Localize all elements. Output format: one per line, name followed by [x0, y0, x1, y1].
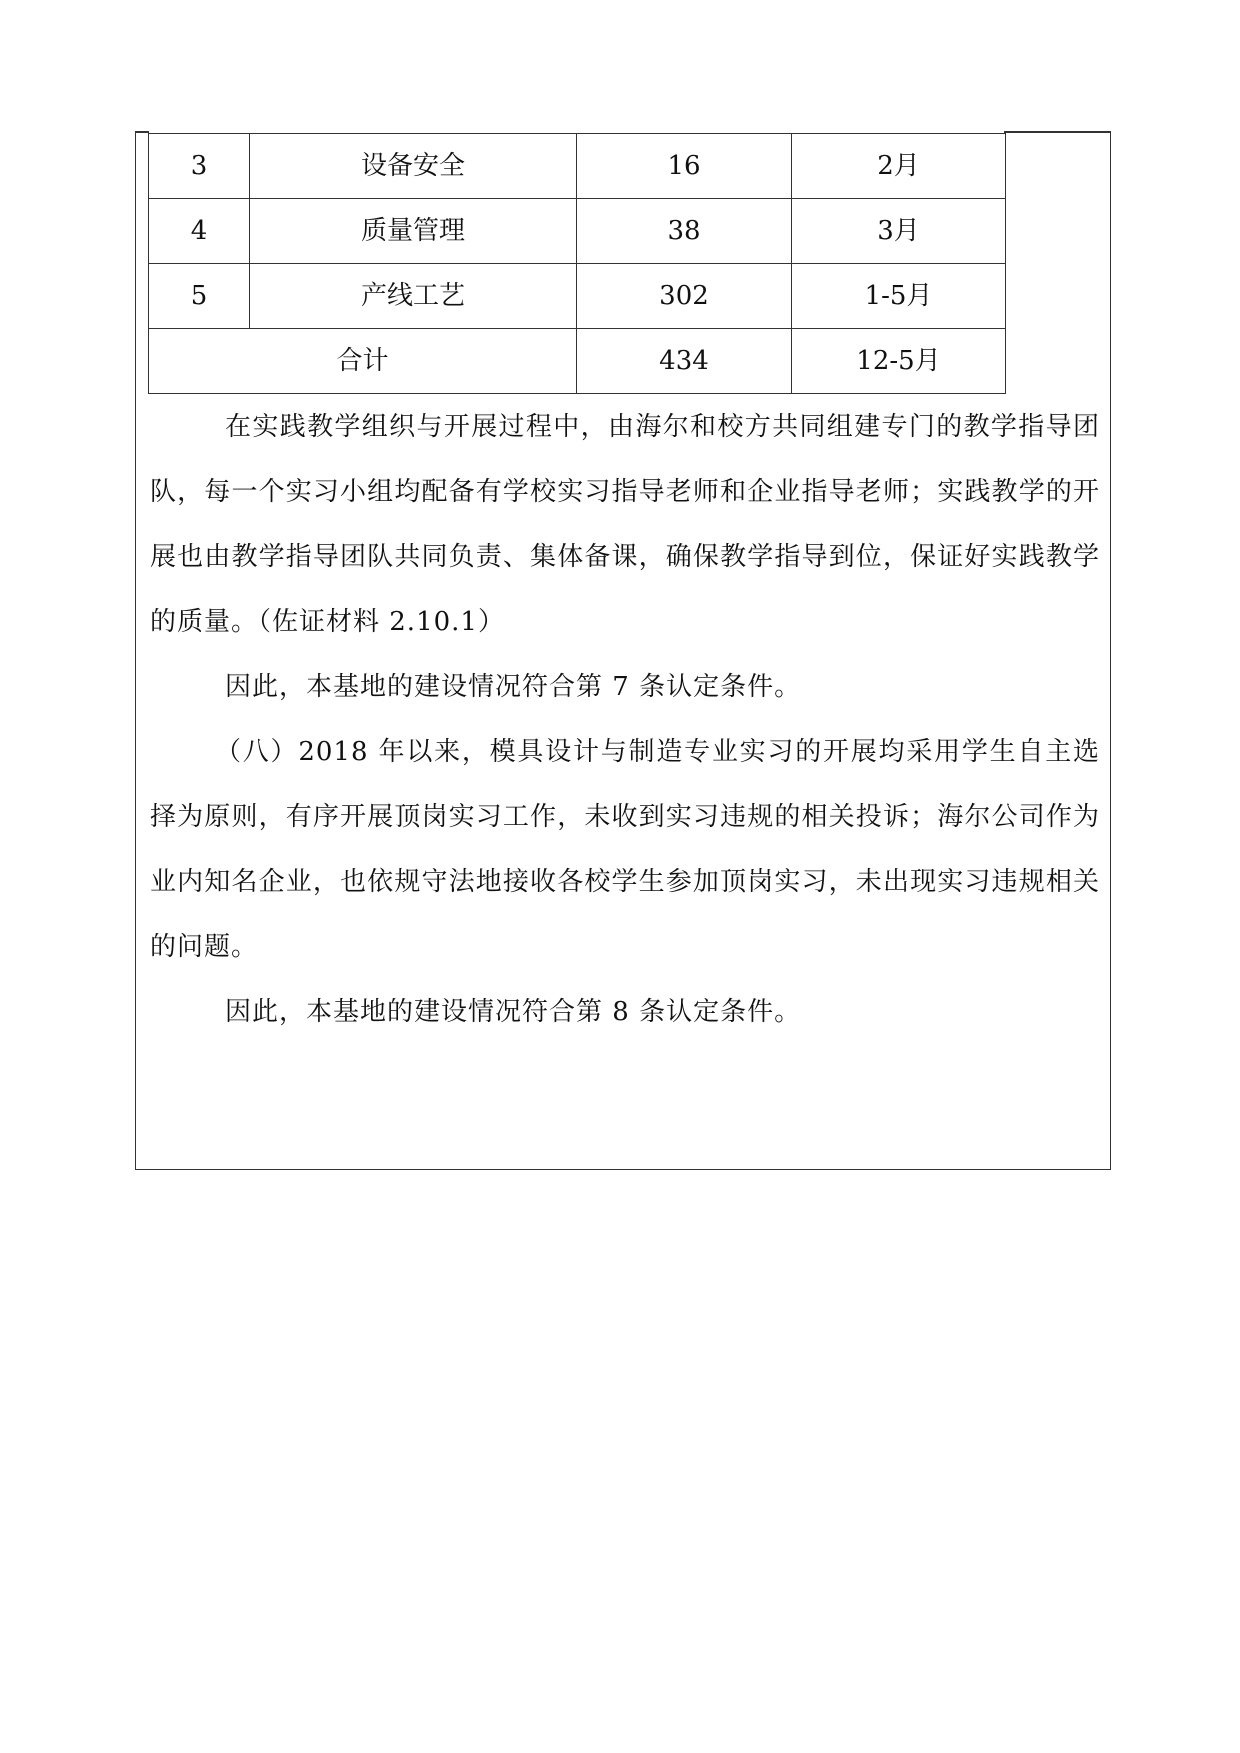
- training-schedule-table: [148, 133, 1006, 394]
- table-row: [149, 264, 1006, 329]
- total-period: 12-5月: [792, 329, 1006, 394]
- training-item: 设备安全: [250, 134, 577, 199]
- table-row: [149, 199, 1006, 264]
- total-row: [149, 329, 1006, 394]
- training-period: 2月: [792, 134, 1006, 199]
- training-period: 1-5月: [792, 264, 1006, 329]
- total-label: 合计: [149, 329, 577, 394]
- row-number: 4: [149, 199, 250, 264]
- table-row: [149, 134, 1006, 199]
- total-hours: 434: [577, 329, 792, 394]
- training-item: 产线工艺: [250, 264, 577, 329]
- training-item: 质量管理: [250, 199, 577, 264]
- condition-7-conclusion: 因此，本基地的建设情况符合第 7 条认定条件。: [225, 672, 802, 702]
- training-period: 3月: [792, 199, 1006, 264]
- teaching-guidance-paragraph: 在实践教学组织与开展过程中，由海尔和校方共同组建专门的教学指导团队，每一个实习小组均配备有学校实习指导老师和企业指导老师；实践教学的开展也由教学指导团队共同负责、集体备课，确保教学指导到位，保证好实践教学的质量。（佐证材料 2.10.1）: [150, 412, 1100, 637]
- row-number: 3: [149, 134, 250, 199]
- outer-frame-top-right: [1004, 131, 1111, 133]
- training-hours: 38: [577, 199, 792, 264]
- training-hours: 302: [577, 264, 792, 329]
- internship-compliance-paragraph: （八）2018 年以来，模具设计与制造专业实习的开展均采用学生自主选择为原则，有序开展顶岗实习工作，未收到实习违规的相关投诉；海尔公司作为业内知名企业，也依规守法地接收各校学生参加顶岗实习，未出现实习违规相关的问题。: [150, 737, 1100, 962]
- condition-8-conclusion: 因此，本基地的建设情况符合第 8 条认定条件。: [225, 997, 802, 1027]
- row-number: 5: [149, 264, 250, 329]
- outer-frame-top-left: [135, 131, 149, 133]
- training-hours: 16: [577, 134, 792, 199]
